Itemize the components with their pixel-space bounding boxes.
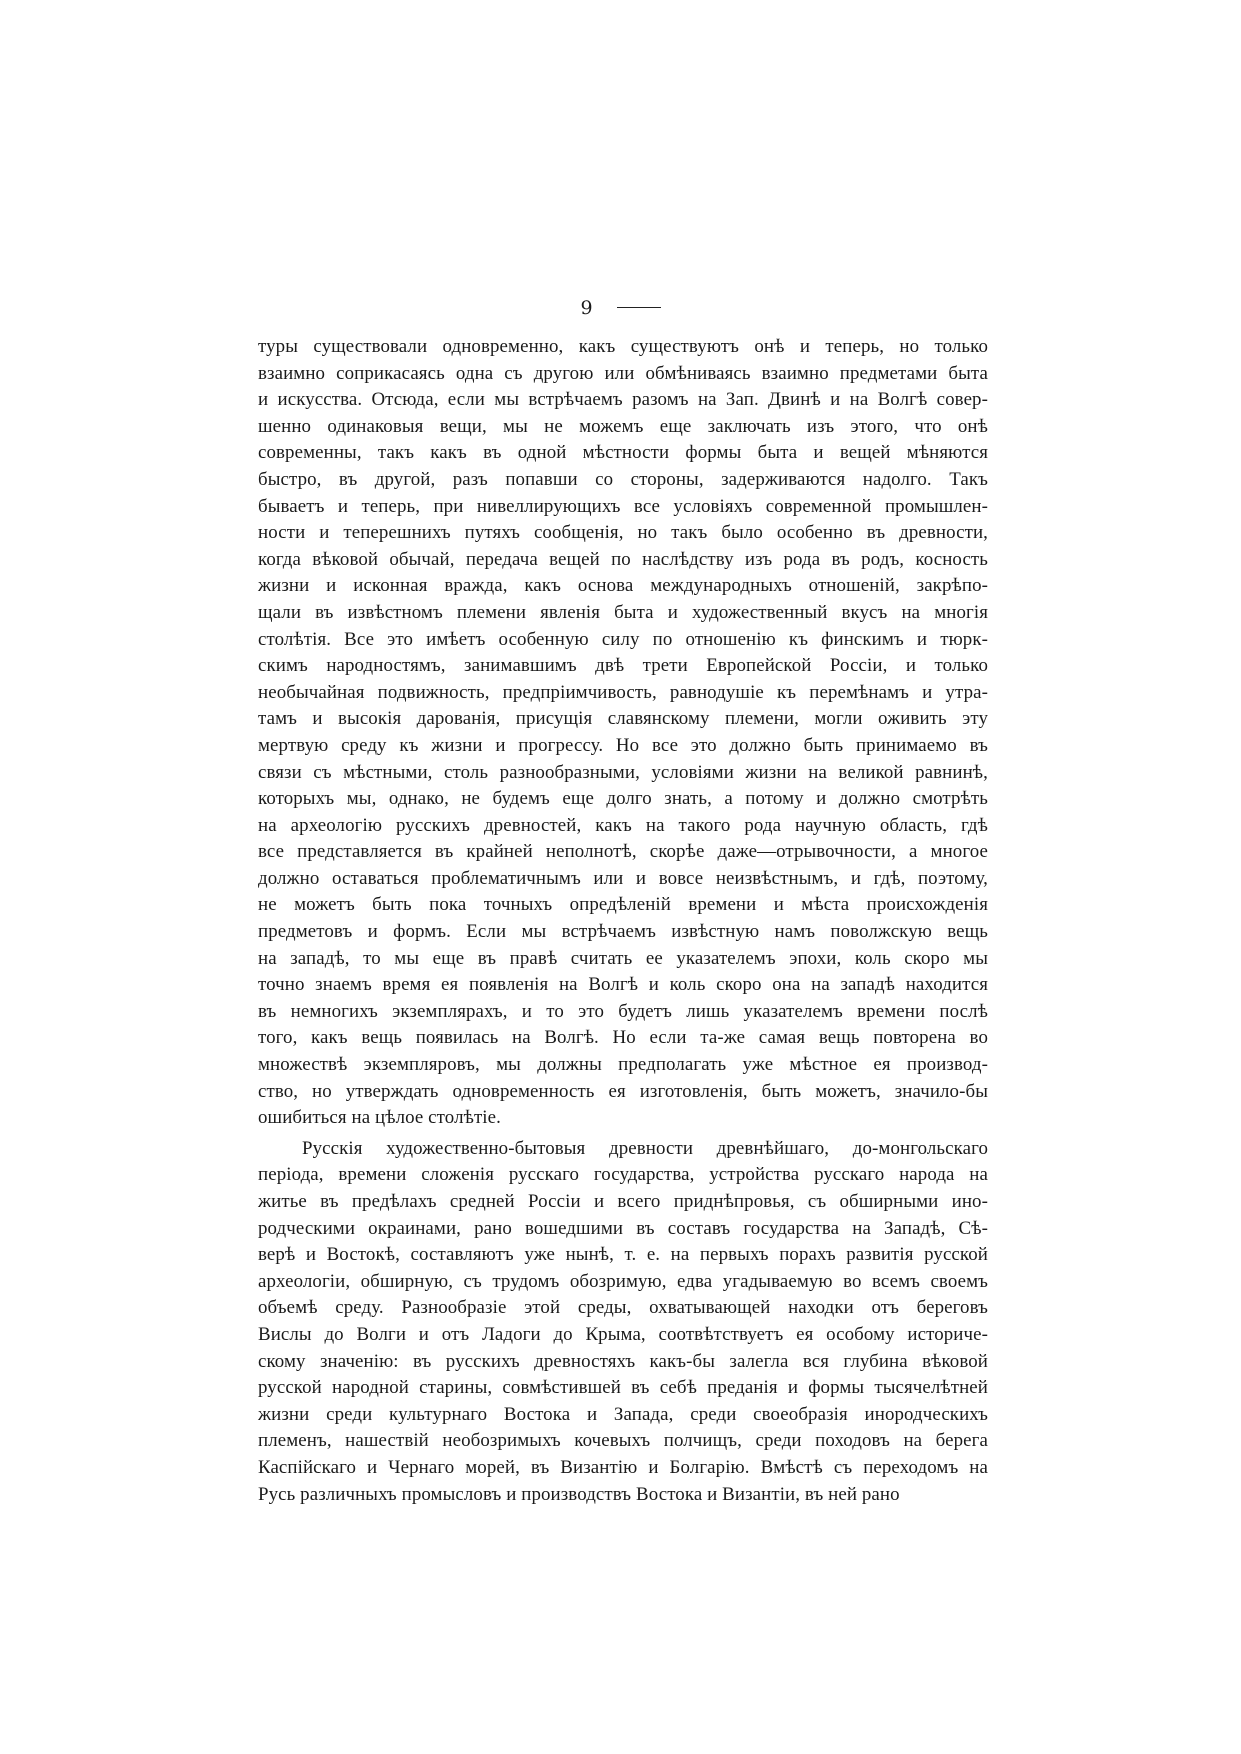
text-line: въ немногихъ экземплярахъ, и то это будетъ лишь указателемъ времени послѣ xyxy=(258,1000,988,1022)
text-line: Русь различныхъ промысловъ и производствъ Востока и Византіи, въ ней рано xyxy=(258,1483,900,1505)
text-line: родческими окраинами, рано вошедшими въ составъ государства на Западѣ, Сѣ- xyxy=(258,1217,988,1239)
text-line: быстро, въ другой, разъ попавши со стороны, задерживаются надолго. Такъ xyxy=(258,468,988,490)
text-line: тамъ и высокія дарованія, присущія славянскому племени, могли оживить эту xyxy=(258,708,988,730)
text-line: періода, времени сложенія русскаго государства, устройства русскаго народа на xyxy=(258,1164,988,1186)
text-line: объемѣ среду. Разнообразіе этой среды, охватывающей находки отъ береговъ xyxy=(258,1297,988,1319)
text-line: Каспійскаго и Чернаго морей, въ Византію и Болгарію. Вмѣстѣ съ переходомъ на xyxy=(258,1456,988,1478)
header-dash xyxy=(617,307,661,308)
text-line: мертвую среду къ жизни и прогрессу. Но все это должно быть принимаемо въ xyxy=(258,734,988,756)
text-line: все представляется въ крайней неполнотѣ, скорѣе даже—отрывочности, а многое xyxy=(258,841,988,863)
text-line: связи съ мѣстными, столь разнообразными, условіями жизни на великой равнинѣ, xyxy=(258,761,988,783)
text-line: русской народной старины, совмѣстившей въ себѣ преданія и формы тысячелѣтней xyxy=(258,1377,988,1399)
text-line: когда вѣковой обычай, передача вещей по наслѣдству изъ рода въ родъ, косность xyxy=(258,548,988,570)
text-line: шенно одинаковыя вещи, мы не можемъ еще заключать изъ этого, что онѣ xyxy=(258,415,988,437)
text-line: щали въ извѣстномъ племени явленія быта и художественный вкусъ на многія xyxy=(258,601,988,623)
page-number: 9 xyxy=(580,297,593,319)
text-line: ошибиться на цѣлое столѣтіе. xyxy=(258,1107,501,1129)
text-line: бываетъ и теперь, при нивеллирующихъ все условіяхъ современной промышлен- xyxy=(258,495,988,517)
text-line: Вислы до Волги и отъ Ладоги до Крыма, соотвѣтствуетъ ея особому историче- xyxy=(258,1323,988,1345)
text-line: скимъ народностямъ, занимавшимъ двѣ трети Европейской Россіи, и только xyxy=(258,655,988,677)
text-line: того, какъ вещь появилась на Волгѣ. Но если та-же самая вещь повторена во xyxy=(258,1027,988,1049)
text-line: туры существовали одновременно, какъ существуютъ онѣ и теперь, но только xyxy=(258,336,988,357)
text-line: верѣ и Востокѣ, составляютъ уже нынѣ, т. е. на первыхъ порахъ развитія русской xyxy=(258,1244,988,1266)
text-line: которыхъ мы, однако, не будемъ еще долго знать, а потому и должно смотрѣть xyxy=(258,788,988,810)
text-line: не можетъ быть пока точныхъ опредѣленій времени и мѣста происхожденія xyxy=(258,894,988,916)
text-line: на археологію русскихъ древностей, какъ на такого рода научную область, гдѣ xyxy=(258,814,988,836)
text-line: предметовъ и формъ. Если мы встрѣчаемъ извѣстную намъ поволжскую вещь xyxy=(258,921,988,943)
text-line: житье въ предѣлахъ средней Россіи и всего приднѣпровья, съ обширными ино- xyxy=(258,1191,988,1212)
text-line: множествѣ экземпляровъ, мы должны предполагать уже мѣстное ея производ- xyxy=(258,1054,988,1076)
text-line: современны, такъ какъ въ одной мѣстности формы быта и вещей мѣняются xyxy=(258,442,988,464)
text-line: жизни и исконная вражда, какъ основа международныхъ отношеній, закрѣпо- xyxy=(258,575,988,597)
text-line: точно знаемъ время ея появленія на Волгѣ и коль скоро она на западѣ находится xyxy=(258,974,988,996)
text-line: должно оставаться проблематичнымъ или и вовсе неизвѣстнымъ, и гдѣ, поэтому, xyxy=(258,867,988,889)
text-line: столѣтія. Все это имѣетъ особенную силу по отношенію къ финскимъ и тюрк- xyxy=(258,628,988,650)
body-text xyxy=(258,334,988,1508)
text-line: на западѣ, то мы еще въ правѣ считать ее указателемъ эпохи, коль скоро мы xyxy=(258,947,988,969)
paragraph xyxy=(258,334,988,1132)
text-line: и искусства. Отсюда, если мы встрѣчаемъ разомъ на Зап. Двинѣ и на Волгѣ совер- xyxy=(258,389,988,411)
text-line: племенъ, нашествій необозримыхъ кочевыхъ полчищъ, среди походовъ на берега xyxy=(258,1430,988,1452)
page-header xyxy=(0,296,1241,320)
text-line: взаимно соприкасаясь одна съ другою или обмѣниваясь взаимно предметами быта xyxy=(258,362,988,384)
text-line: археологіи, обширную, съ трудомъ обозримую, едва угадываемую во всемъ своемъ xyxy=(258,1270,988,1292)
text-line: скому значенію: въ русскихъ древностяхъ какъ-бы залегла вся глубина вѣковой xyxy=(258,1350,988,1372)
text-line: жизни среди культурнаго Востока и Запада, среди своеобразія инородческихъ xyxy=(258,1403,988,1425)
text-line: Русскія художественно-бытовыя древности древнѣйшаго, до-монгольскаго xyxy=(302,1137,988,1159)
paragraph xyxy=(258,1136,988,1508)
text-line: ности и теперешнихъ путяхъ сообщенія, но такъ было особенно въ древности, xyxy=(258,522,988,544)
text-line: необычайная подвижность, предпріимчивость, равнодушіе къ перемѣнамъ и утра- xyxy=(258,681,988,703)
text-line: ство, но утверждать одновременность ея изготовленія, быть можетъ, значило-бы xyxy=(258,1080,988,1102)
